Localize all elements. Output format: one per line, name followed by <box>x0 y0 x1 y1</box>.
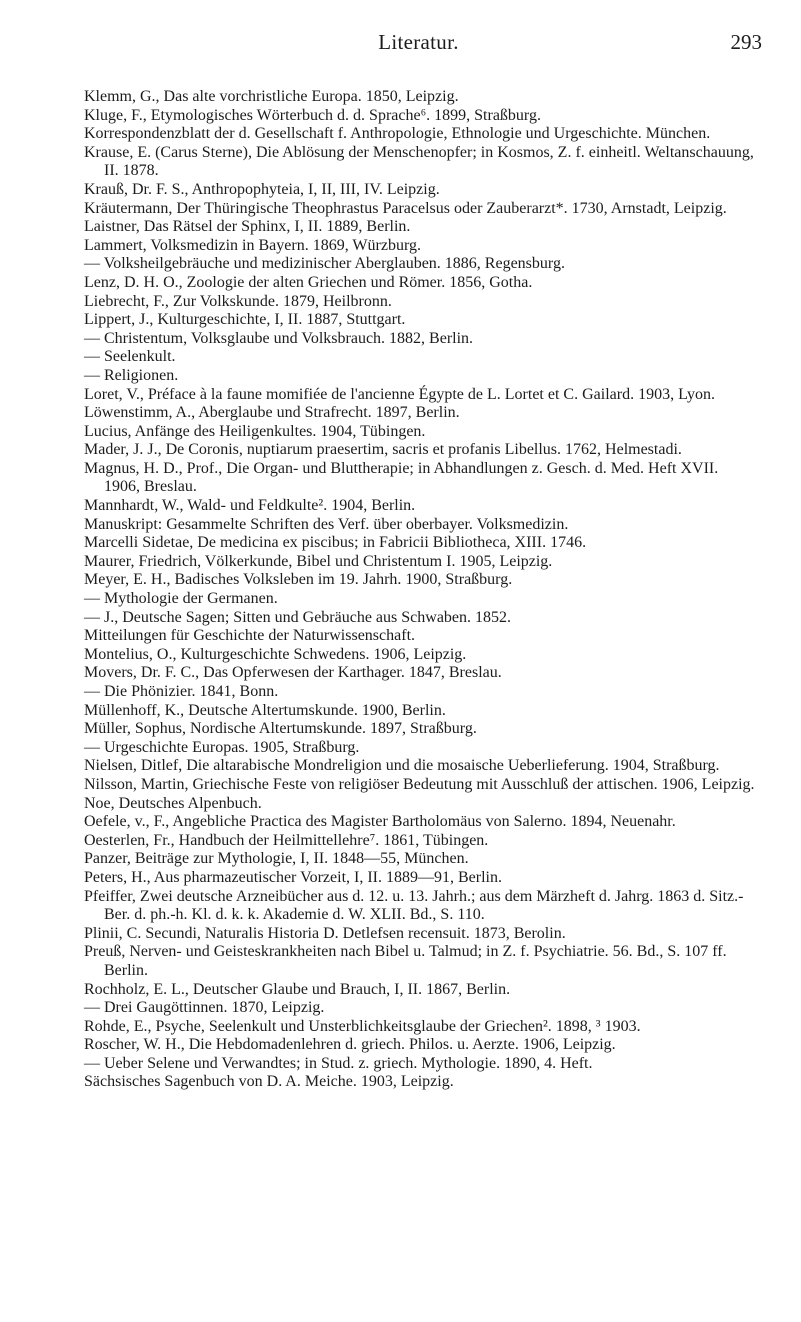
bibliography-entry: Krauß, Dr. F. S., Anthropophyteia, I, II, III, IV. Leipzig. <box>84 180 440 198</box>
bibliography-entry: Magnus, H. D., Prof., Die Organ- und Bluttherapie; in Abhandlungen z. Gesch. d. Med. Heft XVII. 1906, Breslau. <box>84 459 719 496</box>
bibliography-entry: Noe, Deutsches Alpenbuch. <box>84 794 262 812</box>
bibliography-entry: Montelius, O., Kulturgeschichte Schwedens. 1906, Leipzig. <box>84 645 467 663</box>
bibliography-entry: Klemm, G., Das alte vorchristliche Europa. 1850, Leipzig. <box>84 88 459 105</box>
bibliography-entry: Müller, Sophus, Nordische Altertumskunde. 1897, Straßburg. <box>84 720 477 738</box>
running-title: Literatur. <box>378 30 459 54</box>
bibliography-entry: Korrespondenzblatt der d. Gesellschaft f. Anthropologie, Ethnologie und Urgeschichte. München. <box>84 125 711 143</box>
bibliography-entry: Marcelli Sidetae, De medicina ex piscibus; in Fabricii Bibliotheca, XIII. 1746. <box>84 534 587 552</box>
bibliography-entry: Preuß, Nerven- und Geisteskrankheiten nach Bibel u. Talmud; in Z. f. Psychiatrie. 56. Bd., S. 107 ff. Berlin. <box>84 943 727 979</box>
bibliography-entry: Sächsisches Sagenbuch von D. A. Meiche. 1903, Leipzig. <box>84 1073 454 1091</box>
bibliography-entry: Pfeiffer, Zwei deutsche Arzneibücher aus d. 12. u. 13. Jahrh.; aus dem Märzheft d. Jahrg. 1863 d. Sitz.-Ber. d. ph.-h. Kl. d. k. k. Akademie d. W. XLII. Bd., S. 110. <box>84 887 744 924</box>
bibliography-entry: Rochholz, E. L., Deutscher Glaube und Brauch, I, II. 1867, Berlin. <box>84 980 511 998</box>
bibliography-entry: Kluge, F., Etymologisches Wörterbuch d. d. Sprache⁶. 1899, Straßburg. <box>84 106 541 124</box>
bibliography-entry: Lippert, J., Kulturgeschichte, I, II. 1887, Stuttgart. <box>84 311 406 329</box>
page-number: 293 <box>730 30 762 54</box>
bibliography-entry: Oesterlen, Fr., Handbuch der Heilmittellehre⁷. 1861, Tübingen. <box>84 831 489 849</box>
bibliography-entry: — Seelenkult. <box>84 348 176 366</box>
bibliography-entry: Lammert, Volksmedizin in Bayern. 1869, Würzburg. <box>84 236 421 254</box>
bibliography-entry: — Ueber Selene und Verwandtes; in Stud. z. griech. Mythologie. 1890, 4. Heft. <box>84 1054 593 1072</box>
bibliography-entry: Lucius, Anfänge des Heiligenkultes. 1904, Tübingen. <box>84 422 426 440</box>
bibliography-entry: Mannhardt, W., Wald- und Feldkulte². 1904, Berlin. <box>84 497 416 515</box>
bibliography-entry: — Volksheilgebräuche und medizinischer Aberglauben. 1886, Regensburg. <box>84 255 565 273</box>
bibliography-entry: — J., Deutsche Sagen; Sitten und Gebräuche aus Schwaben. 1852. <box>84 608 512 626</box>
bibliography-entry: Plinii, C. Secundi, Naturalis Historia D. Detlefsen recensuit. 1873, Berolin. <box>84 924 566 942</box>
bibliography-entry: Oefele, v., F., Angebliche Practica des Magister Bartholomäus von Salerno. 1894, Neuenahr. <box>84 813 676 831</box>
bibliography-entry: Meyer, E. H., Badisches Volksleben im 19. Jahrh. 1900, Straßburg. <box>84 571 513 589</box>
bibliography-entry: Laistner, Das Rätsel der Sphinx, I, II. 1889, Berlin. <box>84 218 411 236</box>
bibliography-entry: Nilsson, Martin, Griechische Feste von religiöser Bedeutung mit Ausschluß der attischen. 1906, Leipzig. <box>84 775 755 793</box>
bibliography-entry: Löwenstimm, A., Aberglaube und Strafrecht. 1897, Berlin. <box>84 404 460 422</box>
bibliography-entry: Rohde, E., Psyche, Seelenkult und Unsterblichkeitsglaube der Griechen². 1898, ³ 1903. <box>84 1017 641 1035</box>
bibliography-entry: Loret, V., Préface à la faune momifiée de l'ancienne Égypte de L. Lortet et C. Gailard. 1903, Lyon. <box>84 385 715 403</box>
bibliography-entry: — Drei Gaugöttinnen. 1870, Leipzig. <box>84 999 325 1017</box>
bibliography-entry: Müllenhoff, K., Deutsche Altertumskunde. 1900, Berlin. <box>84 701 446 719</box>
bibliography-entry: Krause, E. (Carus Sterne), Die Ablösung der Menschenopfer; in Kosmos, Z. f. einheitl. Weltanschauung, II. 1878. <box>84 143 754 180</box>
bibliography-entry: Mitteilungen für Geschichte der Naturwissenschaft. <box>84 627 416 645</box>
bibliography-entry: — Christentum, Volksglaube und Volksbrauch. 1882, Berlin. <box>84 329 474 347</box>
bibliography-entry: — Die Phönizier. 1841, Bonn. <box>84 683 279 700</box>
bibliography-entry: Manuskript: Gesammelte Schriften des Verf. über oberbayer. Volksmedizin. <box>84 515 569 533</box>
bibliography-entry: — Urgeschichte Europas. 1905, Straßburg. <box>84 738 360 756</box>
bibliography-entry: Maurer, Friedrich, Völkerkunde, Bibel und Christentum I. 1905, Leipzig. <box>84 552 553 570</box>
bibliography-entry: Mader, J. J., De Coronis, nuptiarum praesertim, sacris et profanis Libellus. 1762, Helmestadi. <box>84 441 682 459</box>
page-header <box>0 30 801 62</box>
bibliography-entry: — Religionen. <box>84 366 179 384</box>
bibliography-entry: Panzer, Beiträge zur Mythologie, I, II. 1848—55, München. <box>84 850 469 868</box>
bibliography-entry: Peters, H., Aus pharmazeutischer Vorzeit, I, II. 1889—91, Berlin. <box>84 868 502 886</box>
bibliography-list <box>84 88 756 1092</box>
bibliography-entry: Nielsen, Ditlef, Die altarabische Mondreligion und die mosaische Ueberlieferung. 1904, Straßburg. <box>84 757 720 775</box>
bibliography-entry: Kräutermann, Der Thüringische Theophrastus Paracelsus oder Zauberarzt*. 1730, Arnstadt, Leipzig. <box>84 199 727 217</box>
bibliography-entry: Movers, Dr. F. C., Das Opferwesen der Karthager. 1847, Breslau. <box>84 664 502 682</box>
bibliography-entry: Roscher, W. H., Die Hebdomadenlehren d. griech. Philos. u. Aerzte. 1906, Leipzig. <box>84 1036 616 1054</box>
bibliography-entry: — Mythologie der Germanen. <box>84 590 278 608</box>
bibliography-entry: Lenz, D. H. O., Zoologie der alten Griechen und Römer. 1856, Gotha. <box>84 273 533 291</box>
bibliography-entry: Liebrecht, F., Zur Volkskunde. 1879, Heilbronn. <box>84 292 392 310</box>
